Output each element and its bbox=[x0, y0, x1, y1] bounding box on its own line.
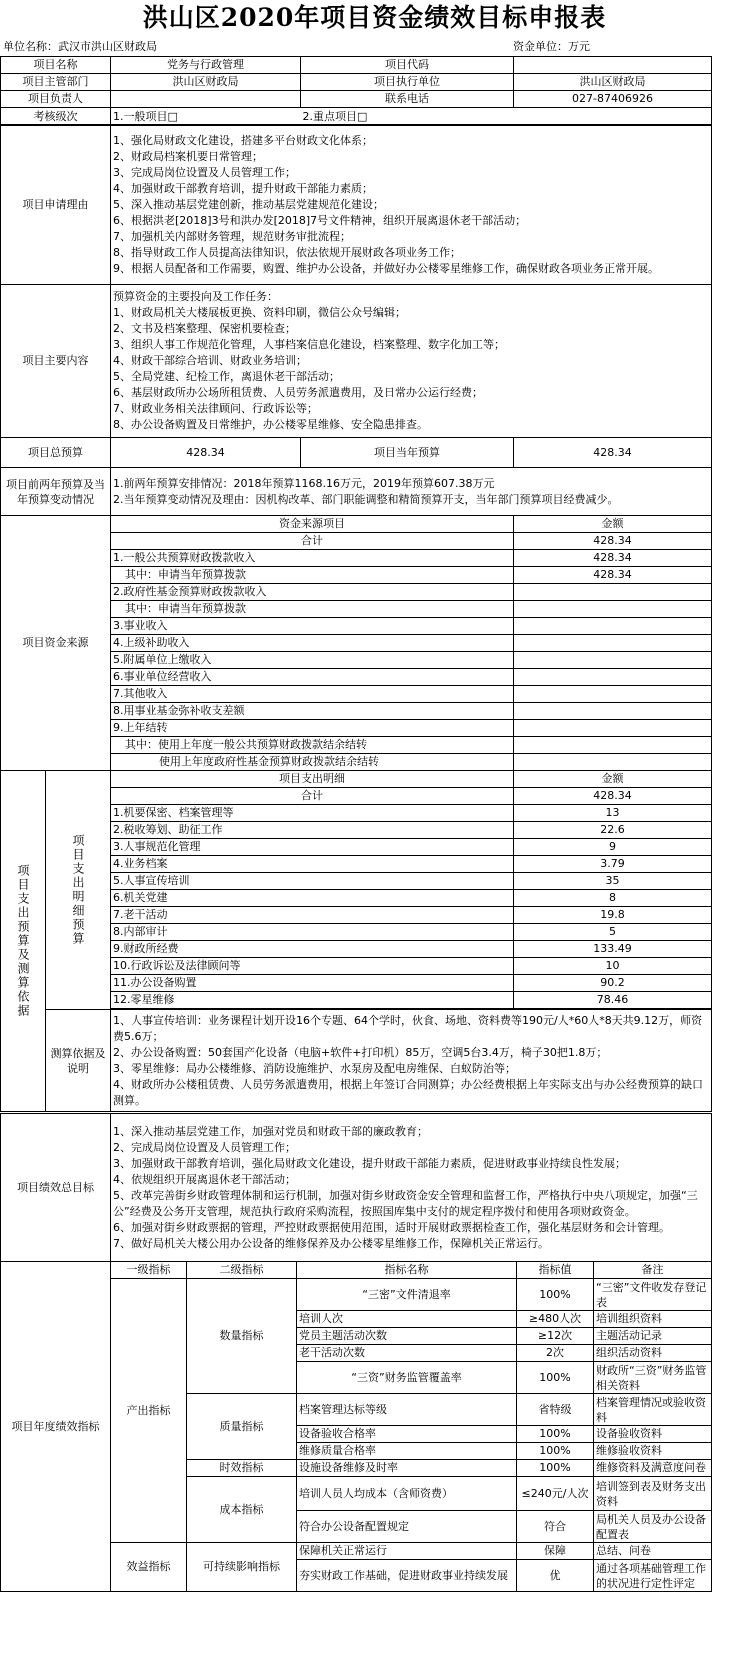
expense-row-amount: 428.34 bbox=[514, 788, 712, 805]
expense-row-amount: 5 bbox=[514, 924, 712, 941]
phone-label: 联系电话 bbox=[301, 91, 514, 108]
expense-row-name: 10.行政诉讼及法律顾问等 bbox=[111, 958, 514, 975]
indicator-name: 培训人员人均成本（含师资费） bbox=[297, 1477, 517, 1511]
indicator-note: 财政所“三资”财务监管相关资料 bbox=[594, 1362, 712, 1394]
indicator-note: 组织活动资料 bbox=[594, 1345, 712, 1362]
performance-goal-table bbox=[0, 1113, 712, 1262]
indicator-col-level1: 一级指标 bbox=[111, 1262, 187, 1279]
expense-row-name: 2.税收筹划、助征工作 bbox=[111, 822, 514, 839]
fund-row-amount bbox=[514, 720, 712, 737]
performance-indicator-table bbox=[0, 1261, 712, 1592]
indicator-col-level2: 二级指标 bbox=[187, 1262, 297, 1279]
fund-row-amount: 428.34 bbox=[514, 533, 712, 550]
expense-row-amount: 90.2 bbox=[514, 975, 712, 992]
fund-row-name: 其中：申请当年预算拨款 bbox=[111, 601, 514, 618]
content-text: 预算资金的主要投向及工作任务： 1、财政局机关大楼展板更换、资料印刷，微信公众号编辑； 2、文书及档案整理、保密机要检查； 3、组织人事工作规范化管理，人事档案信息化建设，档案整理、数字化加工等； 4、财政干部综合培训、财政业务培训； 5、全局党建、纪检工作，离退休老干部活动； 6、基层财政所办公场所租赁费、人员劳务派遣费用，及日常办公运行经费； 7、财政业务相关法律顾问、行政诉讼等； 8、办公设备购置及日常维护，办公楼零星维修、安全隐患排查。 bbox=[111, 285, 712, 438]
indicator-name: 培训人次 bbox=[297, 1311, 517, 1328]
expense-row-name: 合计 bbox=[111, 788, 514, 805]
indicator-note: 设备验收资料 bbox=[594, 1426, 712, 1443]
indicator-name: 设施设备维修及时率 bbox=[297, 1460, 517, 1477]
fund-row-amount bbox=[514, 737, 712, 754]
indicator-quantity: 数量指标 bbox=[187, 1279, 297, 1394]
fund-row-amount bbox=[514, 703, 712, 720]
expense-row-name: 3.人事规范化管理 bbox=[111, 839, 514, 856]
indicator-value: 省特级 bbox=[517, 1394, 594, 1426]
fund-row-name: 2.政府性基金预算财政拨款收入 bbox=[111, 584, 514, 601]
expense-row-amount: 35 bbox=[514, 873, 712, 890]
project-name-value: 党务与行政管理 bbox=[111, 57, 301, 74]
budget-change-label: 项目前两年预算及当年预算变动情况 bbox=[1, 468, 111, 516]
fund-row-name: 8.用事业基金弥补收支差额 bbox=[111, 703, 514, 720]
indicator-note: 主题活动记录 bbox=[594, 1328, 712, 1345]
fund-source-col-amount: 金额 bbox=[514, 516, 712, 533]
expense-row-amount: 8 bbox=[514, 890, 712, 907]
total-budget-value: 428.34 bbox=[111, 438, 301, 468]
exec-value: 洪山区财政局 bbox=[514, 74, 712, 91]
project-code-label: 项目代码 bbox=[301, 57, 514, 74]
leader-label: 项目负责人 bbox=[1, 91, 111, 108]
fund-row-name: 4.上级补助收入 bbox=[111, 635, 514, 652]
performance-goal-label: 项目绩效总目标 bbox=[1, 1114, 111, 1262]
exec-label: 项目执行单位 bbox=[301, 74, 514, 91]
expense-row-amount: 9 bbox=[514, 839, 712, 856]
expense-row-name: 11.办公设备购置 bbox=[111, 975, 514, 992]
indicator-value: 100% bbox=[517, 1279, 594, 1311]
level-option-key: 2.重点项目□ bbox=[301, 108, 712, 126]
indicator-value: ≥480人次 bbox=[517, 1311, 594, 1328]
fund-row-name: 其中：申请当年预算拨款 bbox=[111, 567, 514, 584]
indicator-name: 维修质量合格率 bbox=[297, 1443, 517, 1460]
expense-row-name: 5.人事宣传培训 bbox=[111, 873, 514, 890]
expense-col-name: 项目支出明细 bbox=[111, 771, 514, 788]
fund-source-col-name: 资金来源项目 bbox=[111, 516, 514, 533]
leader-value bbox=[111, 91, 301, 108]
indicator-col-note: 备注 bbox=[594, 1262, 712, 1279]
indicator-note: 总结、问卷 bbox=[594, 1543, 712, 1560]
expense-row-amount: 10 bbox=[514, 958, 712, 975]
dept-label: 项目主管部门 bbox=[1, 74, 111, 91]
calc-basis-label: 测算依据及说明 bbox=[46, 1010, 111, 1112]
indicator-value: 保障 bbox=[517, 1543, 594, 1560]
indicator-value: ≤240元/人次 bbox=[517, 1477, 594, 1511]
expense-label bbox=[1, 771, 46, 1112]
indicator-benefit: 效益指标 bbox=[111, 1543, 187, 1592]
current-budget-value: 428.34 bbox=[514, 438, 712, 468]
indicator-name: 设备验收合格率 bbox=[297, 1426, 517, 1443]
indicator-note: 局机关人员及办公设备配置表 bbox=[594, 1511, 712, 1543]
reason-text: 1、强化局财政文化建设，搭建多平台财政文化体系； 2、财政局档案机要日常管理； 3、完成局岗位设置及人员管理工作； 4、加强财政干部教育培训，提升财政干部能力素质； 5、深入推动基层党建创新，推动基层党建规范化建设； 6、根据洪老[2018]3号和洪办发[2018]7号文件精神，组织开展离退休老干部活动； 7、加强机关内部财务管理，规范财务审批流程； 8、指导财政工作人员提高法律知识，依法依规开展财政各项业务工作； 9、根据人员配备和工作需要，购置、维护办公设备，并做好办公楼零星维修工作，确保财政各项业务正常开展。 bbox=[111, 125, 712, 285]
fund-row-amount bbox=[514, 618, 712, 635]
fund-row-name: 其中：使用上年度一般公共预算财政拨款结余结转 bbox=[111, 737, 514, 754]
fund-row-amount bbox=[514, 584, 712, 601]
fund-row-name: 7.其他收入 bbox=[111, 686, 514, 703]
expense-row-name: 8.内部审计 bbox=[111, 924, 514, 941]
project-name-label: 项目名称 bbox=[1, 57, 111, 74]
expense-detail-label bbox=[46, 771, 111, 1010]
indicator-name: 老干活动次数 bbox=[297, 1345, 517, 1362]
expense-row-amount: 22.6 bbox=[514, 822, 712, 839]
indicator-value: 2次 bbox=[517, 1345, 594, 1362]
indicator-name: 党员主题活动次数 bbox=[297, 1328, 517, 1345]
indicator-value: 优 bbox=[517, 1560, 594, 1592]
level-label: 考核级次 bbox=[1, 108, 111, 126]
expense-row-name: 9.财政所经费 bbox=[111, 941, 514, 958]
dept-value: 洪山区财政局 bbox=[111, 74, 301, 91]
indicator-name: 符合办公设备配置规定 bbox=[297, 1511, 517, 1543]
expense-label-text: 项目支出预算及测算依据 bbox=[16, 864, 30, 1018]
fund-row-amount: 428.34 bbox=[514, 550, 712, 567]
fund-row-amount bbox=[514, 652, 712, 669]
indicator-value: 100% bbox=[517, 1362, 594, 1394]
expense-row-name: 12.零星维修 bbox=[111, 992, 514, 1009]
fund-row-name: 9.上年结转 bbox=[111, 720, 514, 737]
expense-row-name: 1.机要保密、档案管理等 bbox=[111, 805, 514, 822]
expense-col-amount: 金额 bbox=[514, 771, 712, 788]
page-title: 洪山区2020年项目资金绩效目标申报表 bbox=[142, 3, 607, 32]
header-table bbox=[0, 56, 712, 126]
fund-row-amount bbox=[514, 601, 712, 618]
total-budget-label: 项目总预算 bbox=[1, 438, 111, 468]
expense-row-amount: 78.46 bbox=[514, 992, 712, 1009]
indicator-col-name: 指标名称 bbox=[297, 1262, 517, 1279]
expense-row-amount: 13 bbox=[514, 805, 712, 822]
reason-label: 项目申请理由 bbox=[1, 125, 111, 285]
fund-unit: 资金单位：万元 bbox=[513, 40, 590, 53]
indicator-note: 培训签到表及财务支出资料 bbox=[594, 1477, 712, 1511]
fund-row-name: 5.附属单位上缴收入 bbox=[111, 652, 514, 669]
expense-row-amount: 133.49 bbox=[514, 941, 712, 958]
indicator-note: 培训组织资料 bbox=[594, 1311, 712, 1328]
indicator-value: 100% bbox=[517, 1426, 594, 1443]
unit-name: 单位名称：武汉市洪山区财政局 bbox=[3, 40, 157, 53]
expense-detail-label-text: 项目支出明细预算 bbox=[71, 834, 85, 946]
indicator-value: 100% bbox=[517, 1460, 594, 1477]
indicator-name: 保障机关正常运行 bbox=[297, 1543, 517, 1560]
project-code-value bbox=[514, 57, 712, 74]
fund-row-name: 6.事业单位经营收入 bbox=[111, 669, 514, 686]
expense-row-name: 4.业务档案 bbox=[111, 856, 514, 873]
fund-row-amount bbox=[514, 686, 712, 703]
budget-change-text: 1.前两年预算安排情况：2018年预算1168.16万元，2019年预算607.38万元 2.当年预算变动情况及理由：因机构改革、部门职能调整和精简预算开支，当年部门预算项目经费减少。 bbox=[111, 468, 712, 516]
indicator-quality: 质量指标 bbox=[187, 1394, 297, 1460]
indicator-note: “三密”文件收发存登记表 bbox=[594, 1279, 712, 1311]
description-table bbox=[0, 124, 712, 516]
indicator-name: 夯实财政工作基础，促进财政事业持续发展 bbox=[297, 1560, 517, 1592]
fund-row-name: 合计 bbox=[111, 533, 514, 550]
indicator-section-label: 项目年度绩效指标 bbox=[1, 1262, 111, 1592]
calc-basis-text: 1、人事宣传培训：业务课程计划开设16个专题、64个学时，伙食、场地、资料费等190元/人*60人*8天共9.12万，师资费5.6万； 2、办公设备购置：50套国产化设备（电脑+软件+打印机）85万，空调5台3.4万，椅子30把1.8万； 3、零星维修：局办公楼维修、消防设施维护、水泵房及配电房维保、白蚁防治等； 4、财政所办公楼租赁费、人员劳务派遣费用，根据上年签订合同测算；办公经费根据上年实际支出与办公经费预算的缺口测算。 bbox=[111, 1010, 712, 1112]
content-label: 项目主要内容 bbox=[1, 285, 111, 438]
indicator-col-value: 指标值 bbox=[517, 1262, 594, 1279]
indicator-value: ≥12次 bbox=[517, 1328, 594, 1345]
indicator-output: 产出指标 bbox=[111, 1279, 187, 1543]
performance-goal-text: 1、深入推动基层党建工作，加强对党员和财政干部的廉政教育； 2、完成局岗位设置及人员管理工作； 3、加强财政干部教育培训，强化局财政文化建设，提升财政干部能力素质，促进财政事业持续良性发展； 4、依规组织开展离退休老干部活动； 5、改革完善街乡财政管理体制和运行机制，加强对街乡财政资金安全管理和监督工作，严格执行中央八项规定，加强“三公”经费及公务开支管理，规范执行政府采购流程，按照国库集中支付的规定程序拨付和使用各项财政资金。 6、加强对街乡财政票据的管理，严控财政票据使用范围，适时开展财政票据检查工作，强化基层财务和会计管理。 7、做好局机关大楼公用办公设备的维修保养及办公楼零星维修工作，保障机关正常运行。 bbox=[111, 1114, 712, 1262]
indicator-note: 档案管理情况或验收资料 bbox=[594, 1394, 712, 1426]
fund-row-name: 1.一般公共预算财政拨款收入 bbox=[111, 550, 514, 567]
indicator-name: “三密”文件清退率 bbox=[297, 1279, 517, 1311]
fund-row-amount bbox=[514, 669, 712, 686]
expense-table bbox=[0, 770, 712, 1112]
indicator-sustainability: 可持续影响指标 bbox=[187, 1543, 297, 1592]
fund-row-amount bbox=[514, 635, 712, 652]
indicator-note: 维修验收资料 bbox=[594, 1443, 712, 1460]
indicator-value: 100% bbox=[517, 1443, 594, 1460]
fund-row-amount: 428.34 bbox=[514, 567, 712, 584]
indicator-value: 符合 bbox=[517, 1511, 594, 1543]
indicator-name: “三资”财务监管覆盖率 bbox=[297, 1362, 517, 1394]
fund-row-name: 使用上年度政府性基金预算财政拨款结余结转 bbox=[111, 754, 514, 771]
fund-row-name: 3.事业收入 bbox=[111, 618, 514, 635]
indicator-name: 档案管理达标等级 bbox=[297, 1394, 517, 1426]
current-budget-label: 项目当年预算 bbox=[301, 438, 514, 468]
fund-source-table bbox=[0, 515, 712, 771]
indicator-timeliness: 时效指标 bbox=[187, 1460, 297, 1477]
expense-row-name: 7.老干活动 bbox=[111, 907, 514, 924]
indicator-note: 通过各项基础管理工作的状况进行定性评定 bbox=[594, 1560, 712, 1592]
expense-row-name: 6.机关党建 bbox=[111, 890, 514, 907]
indicator-note: 维修资料及满意度问卷 bbox=[594, 1460, 712, 1477]
expense-row-amount: 3.79 bbox=[514, 856, 712, 873]
indicator-cost: 成本指标 bbox=[187, 1477, 297, 1543]
fund-row-amount bbox=[514, 754, 712, 771]
fund-source-label: 项目资金来源 bbox=[1, 516, 111, 771]
expense-row-amount: 19.8 bbox=[514, 907, 712, 924]
level-option-general: 1.一般项目□ bbox=[111, 108, 301, 126]
phone-value: 027-87406926 bbox=[514, 91, 712, 108]
